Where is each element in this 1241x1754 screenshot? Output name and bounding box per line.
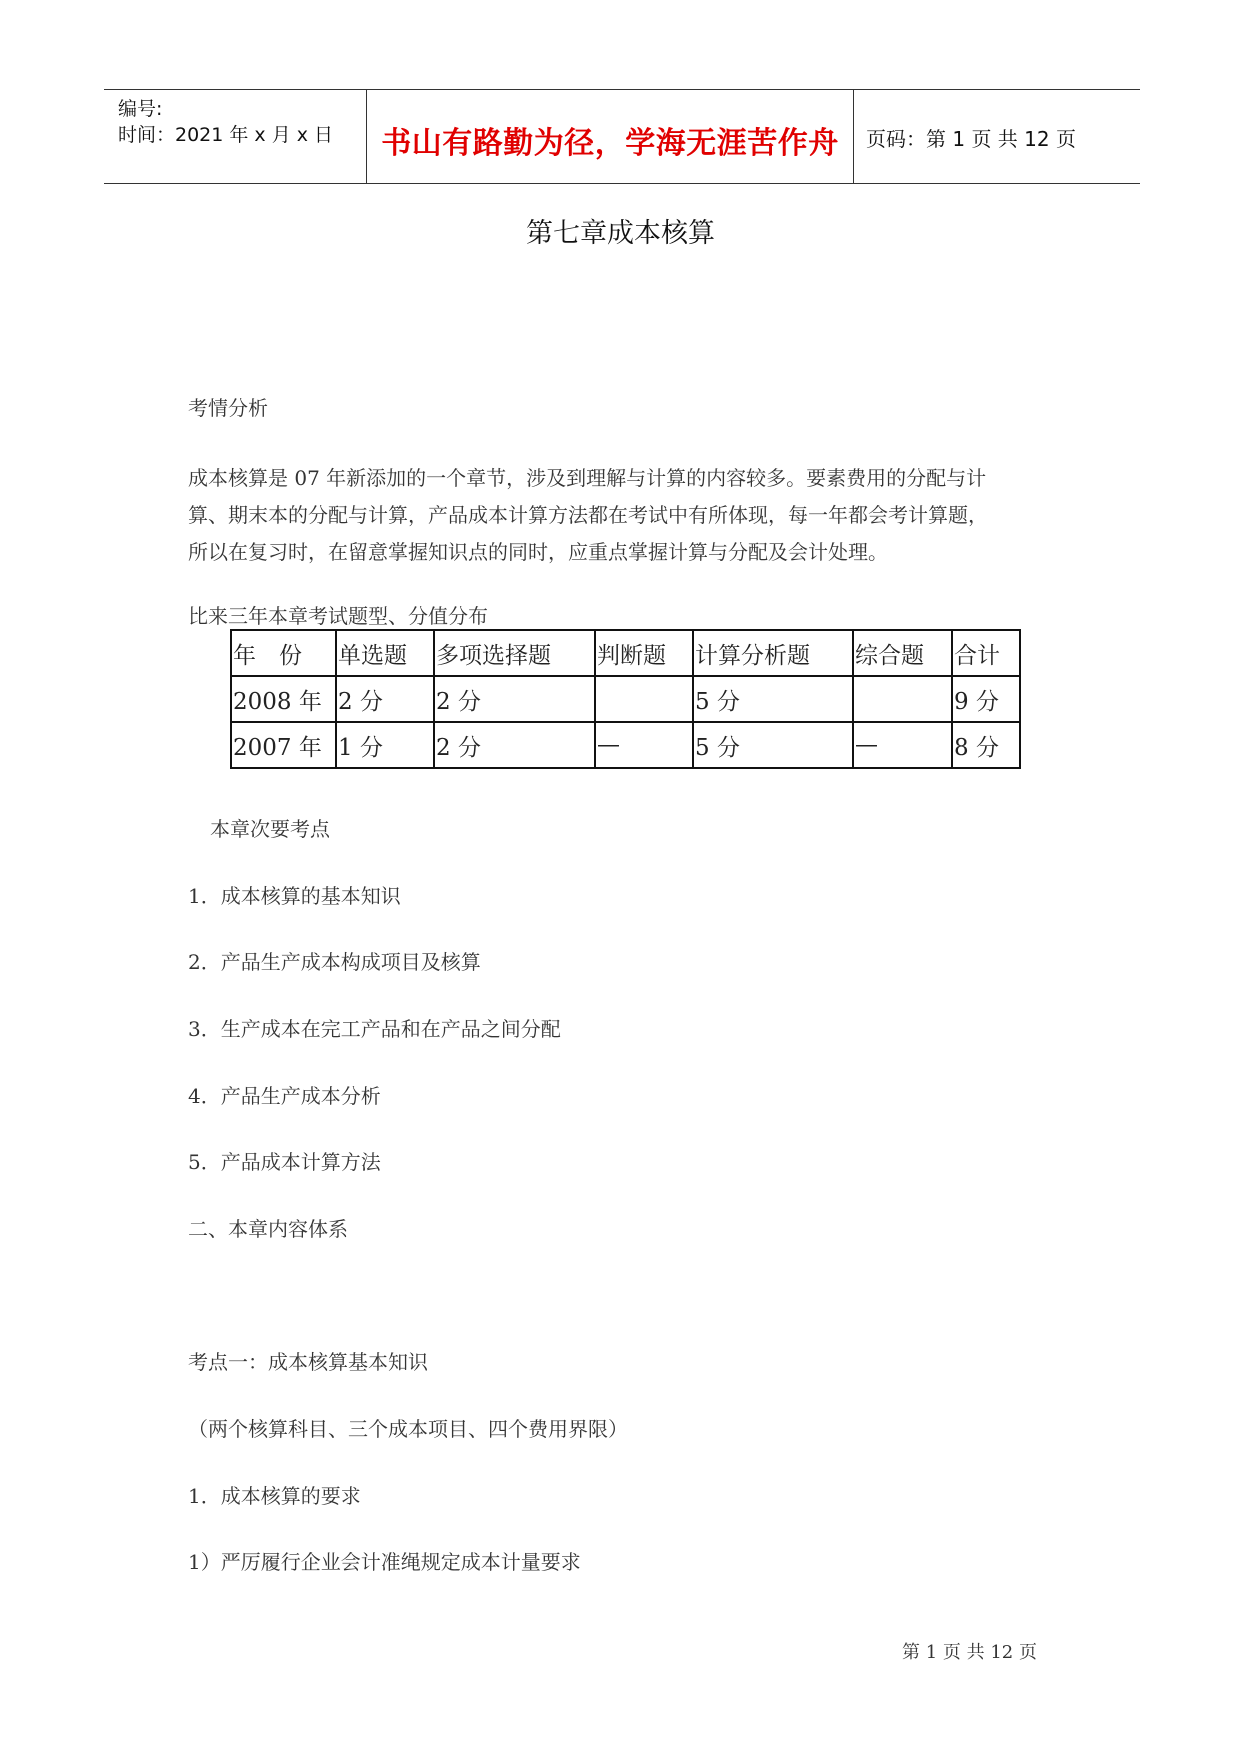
section-two-heading: 二、本章内容体系 — [188, 1217, 348, 1241]
table-header-cell: 单选题 — [336, 630, 434, 676]
key-points-heading: 本章次要考点 — [210, 817, 330, 841]
intro-line: 算、期末本的分配与计算，产品成本计算方法都在考试中有所体现，每一年都会考计算题， — [188, 503, 988, 527]
table-cell: — — [853, 722, 952, 768]
requirement-item: 1）严厉履行企业会计准绳规定成本计量要求 — [188, 1550, 581, 1574]
table-cell: 2 分 — [336, 676, 434, 722]
intro-line: 成本核算是 07 年新添加的一个章节，涉及到理解与计算的内容较多。要素费用的分配与计 — [188, 466, 987, 490]
table-header-cell: 合计 — [952, 630, 1020, 676]
key-point-item: 2．产品生产成本构成项目及核算 — [188, 950, 481, 974]
page-header — [104, 89, 1140, 184]
table-cell — [853, 676, 952, 722]
chapter-title: 第七章成本核算 — [526, 218, 715, 249]
page-footer: 第 1 页 共 12 页 — [902, 1642, 1037, 1663]
table-cell: 2007 年 — [231, 722, 336, 768]
table-header-cell: 多项选择题 — [434, 630, 595, 676]
point-one-note: （两个核算科目、三个成本项目、四个费用界限） — [188, 1417, 628, 1441]
table-cell: 9 分 — [952, 676, 1020, 722]
table-header-row — [231, 630, 1020, 676]
table-cell: 5 分 — [693, 722, 853, 768]
serial-label: 编号: — [118, 98, 163, 120]
table-caption: 比来三年本章考试题型、分值分布 — [188, 604, 488, 628]
header-motto-cell — [367, 90, 854, 183]
table-row — [231, 676, 1020, 722]
table-cell: 1 分 — [336, 722, 434, 768]
table-header-cell: 综合题 — [853, 630, 952, 676]
section-analysis-heading: 考情分析 — [188, 396, 268, 420]
header-page-label: 页码：第 1 页 共 12 页 — [866, 127, 1076, 151]
time-label: 时间：2021 年 x 月 x 日 — [118, 124, 334, 146]
key-point-item: 4．产品生产成本分析 — [188, 1084, 381, 1108]
table-row — [231, 722, 1020, 768]
intro-paragraph — [188, 460, 1068, 571]
score-distribution-table — [230, 629, 1021, 769]
point-one-heading: 考点一：成本核算基本知识 — [188, 1350, 428, 1374]
key-point-item: 5．产品成本计算方法 — [188, 1150, 381, 1174]
table-header-cell: 判断题 — [595, 630, 693, 676]
key-point-item: 3．生产成本在完工产品和在产品之间分配 — [188, 1017, 561, 1041]
intro-line: 所以在复习时，在留意掌握知识点的同时，应重点掌握计算与分配及会计处理。 — [188, 540, 888, 564]
requirements-heading: 1．成本核算的要求 — [188, 1484, 361, 1508]
key-point-item: 1．成本核算的基本知识 — [188, 884, 401, 908]
table-cell: 2 分 — [434, 722, 595, 768]
table-cell — [595, 676, 693, 722]
table-header-cell: 年 份 — [231, 630, 336, 676]
motto: 书山有路勤为径，学海无涯苦作舟 — [381, 126, 839, 161]
table-cell: 5 分 — [693, 676, 853, 722]
table-cell: 2008 年 — [231, 676, 336, 722]
header-page-cell — [854, 90, 1140, 183]
table-cell: — — [595, 722, 693, 768]
table-cell: 2 分 — [434, 676, 595, 722]
header-info-cell — [104, 90, 367, 183]
table-header-cell: 计算分析题 — [693, 630, 853, 676]
table-cell: 8 分 — [952, 722, 1020, 768]
